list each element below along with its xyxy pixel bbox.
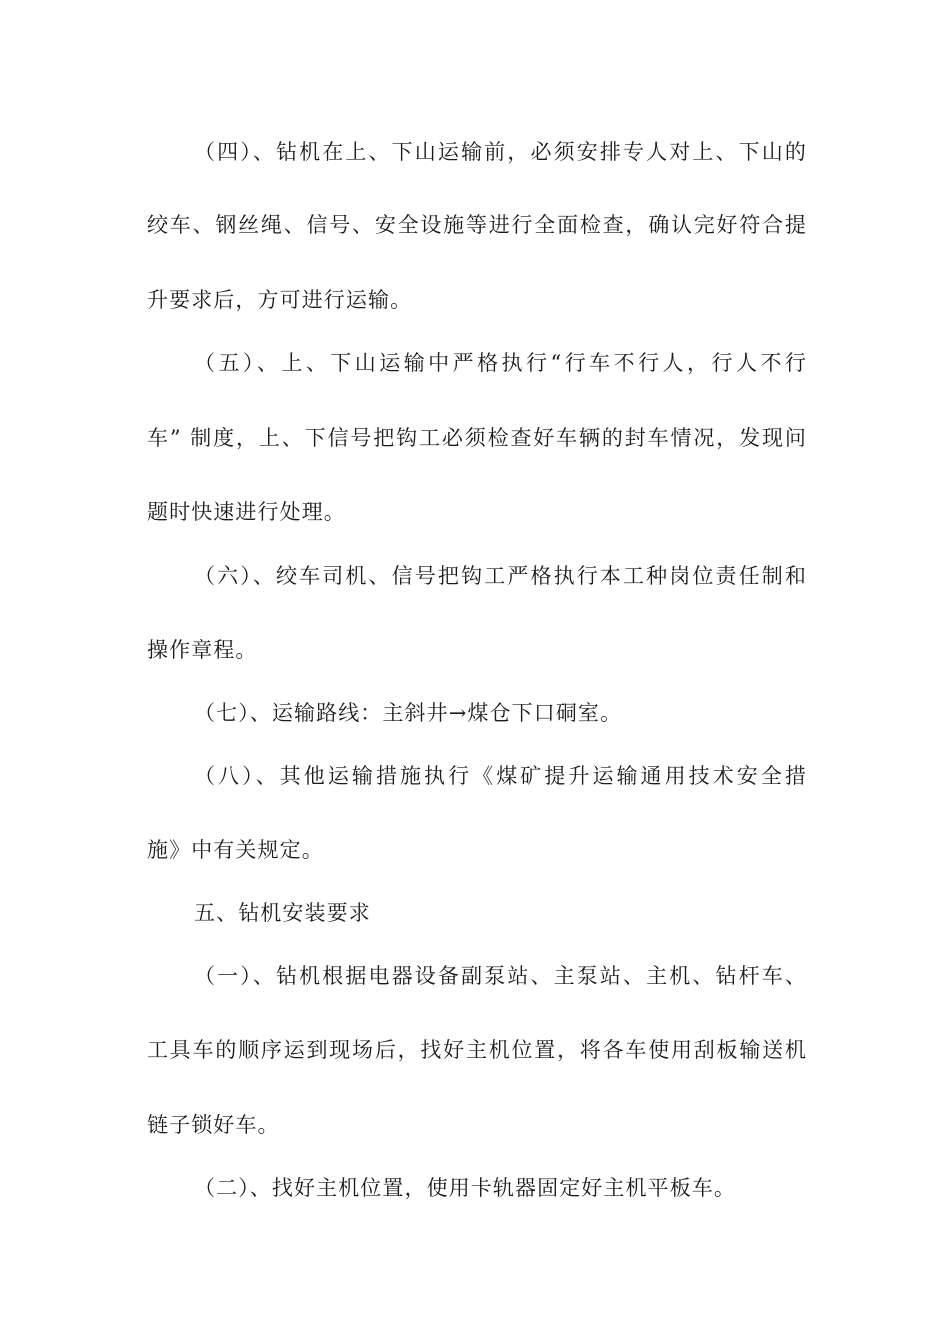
para-4-line-1: （四）、钻机在上、下山运输前，必须安排专人对上、下山的: [194, 140, 807, 164]
para-1-line-3: 链子锁好车。: [147, 1113, 280, 1137]
para-7-line-1: （七）、运输路线：主斜井→煤仓下口硐室。: [194, 701, 623, 725]
para-6-line-1: （六）、绞车司机、信号把钩工严格执行本工种岗位责任制和: [194, 564, 807, 588]
para-8-line-2: 施》中有关规定。: [147, 838, 324, 862]
para-8-line-1: （八）、其他运输措施执行《煤矿提升运输通用技术安全措: [194, 764, 807, 788]
para-4-line-2: 绞车、钢丝绳、信号、安全设施等进行全面检查，确认完好符合提: [147, 213, 807, 237]
para-1-line-1: （一）、钻机根据电器设备副泵站、主泵站、主机、钻杆车、: [194, 964, 807, 988]
section-heading: 五、钻机安装要求: [194, 901, 371, 925]
para-4-line-3: 升要求后，方可进行运输。: [147, 288, 413, 312]
para-2-line-1: （二）、找好主机位置，使用卡轨器固定好主机平板车。: [194, 1176, 736, 1200]
para-5-line-3: 题时快速进行处理。: [147, 500, 346, 524]
para-1-line-2: 工具车的顺序运到现场后，找好主机位置，将各车使用刮板输送机: [147, 1038, 807, 1062]
para-5-line-1: （五）、上、下山运输中严格执行“行车不行人，行人不行: [194, 351, 807, 375]
para-6-line-2: 操作章程。: [147, 638, 258, 662]
para-5-line-2: 车” 制度，上、下信号把钩工必须检查好车辆的封车情况，发现问: [147, 426, 807, 450]
